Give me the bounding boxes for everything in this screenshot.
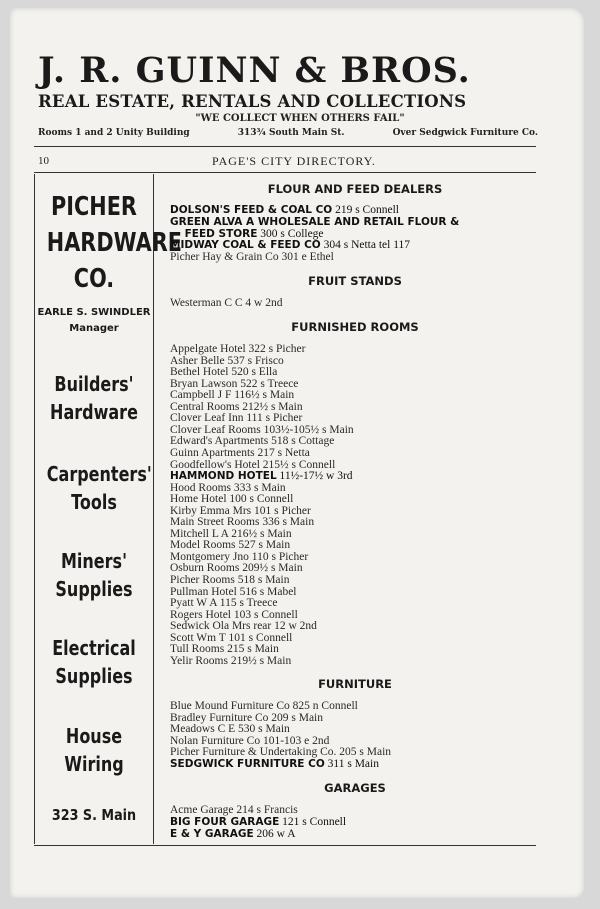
listing-detail: Picher Furniture & Undertaking Co. 205 s Main <box>170 746 392 759</box>
header-rule <box>34 172 536 173</box>
hardware-ad-sidebar <box>34 174 182 844</box>
item3-line1: Miners' <box>61 549 127 573</box>
heading-fruit-stands: FRUIT STANDS <box>308 274 402 288</box>
list-item <box>170 424 354 436</box>
listing-detail: Clover Leaf Rooms 103½-105½ s Main <box>170 423 354 436</box>
list-item <box>170 643 279 655</box>
listing-detail: Bethel Hotel 520 s Ella <box>170 366 278 379</box>
page-number: 10 <box>38 155 49 167</box>
listing-detail: Scott Wm T 101 s Connell <box>170 631 293 644</box>
heading-furniture: FURNITURE <box>318 677 392 691</box>
list-item <box>170 355 284 367</box>
list-item <box>170 239 410 251</box>
listing-detail: Picher Hay & Grain Co 301 e Ethel <box>170 251 334 264</box>
listing-name-bold: MIDWAY COAL & FEED CO <box>170 239 321 252</box>
list-item <box>170 828 296 840</box>
ad-subtitle: REAL ESTATE, RENTALS AND COLLECTIONS <box>38 92 467 111</box>
listing-detail: 121 s Connell <box>279 815 347 828</box>
list-item <box>170 435 334 447</box>
listing-detail: Kirby Emma Mrs 101 s Picher <box>170 504 311 517</box>
list-item <box>170 551 308 563</box>
listing-name-bold: SEDGWICK FURNITURE CO <box>170 758 325 770</box>
listing-detail: 304 s Netta tel 117 <box>320 239 411 252</box>
item1-line1: Builders' <box>54 372 134 396</box>
listing-detail: Blue Mound Furniture Co 825 n Connell <box>170 700 358 712</box>
manager-name: EARLE S. SWINDLER <box>37 307 151 318</box>
list-item <box>170 482 286 494</box>
listing-detail: Picher Rooms 518 s Main <box>170 574 290 586</box>
listing-detail: Guinn Apartments 217 s Netta <box>170 446 310 459</box>
item4-line1: Electrical <box>52 636 136 660</box>
listing-detail: 311 s Main <box>324 758 379 770</box>
ad-title: J. R. GUINN & BROS. <box>38 50 471 91</box>
list-item <box>170 505 311 517</box>
listing-detail: Pyatt W A 115 s Treece <box>170 597 278 610</box>
listing-detail: Bryan Lawson 522 s Treece <box>170 377 299 390</box>
item5-line2: Wiring <box>64 752 124 776</box>
list-item <box>170 366 277 378</box>
listing-name-bold: DOLSON'S FEED & COAL CO <box>170 204 333 216</box>
listing-detail: Rogers Hotel 103 s Connell <box>170 608 298 621</box>
listing-name-bold: BIG FOUR GARAGE <box>170 815 280 828</box>
manager-title: Manager <box>69 323 119 334</box>
listing-detail: Yelir Rooms 219½ s Main <box>170 654 292 667</box>
list-item <box>170 816 346 828</box>
list-item <box>170 712 323 724</box>
listing-detail: Goodfellow's Hotel 215½ s Connell <box>170 458 336 471</box>
list-item <box>170 516 314 528</box>
item3-line2: Supplies <box>55 577 133 601</box>
listing-detail: Home Hotel 100 s Connell <box>170 493 294 506</box>
company-line1: PICHER <box>51 192 137 222</box>
list-item <box>170 447 310 459</box>
heading-furnished-rooms: FURNISHED ROOMS <box>291 320 419 334</box>
listing-detail: Osburn Rooms 209½ s Main <box>170 562 303 575</box>
listing-detail: Campbell J F 116½ s Main <box>170 389 295 402</box>
list-item <box>170 620 317 632</box>
list-item <box>170 735 329 747</box>
list-item <box>170 470 353 482</box>
listing-detail: Acme Garage 214 s Francis <box>170 804 298 816</box>
item2-line2: Tools <box>71 490 117 514</box>
ad-bottom-rule <box>34 146 536 147</box>
list-item <box>170 459 335 471</box>
list-item <box>170 609 298 621</box>
running-head: PAGE'S CITY DIRECTORY. <box>212 154 376 168</box>
listing-name-bold: FEED STORE <box>170 227 258 240</box>
listing-name-bold: HAMMOND HOTEL <box>170 470 277 483</box>
listing-detail: Model Rooms 527 s Main <box>170 539 291 552</box>
listing-detail: Tull Rooms 215 s Main <box>170 643 279 656</box>
list-item <box>170 412 302 424</box>
list-item <box>170 493 293 505</box>
item5-line1: House <box>65 724 123 748</box>
ad-motto: "WE COLLECT WHEN OTHERS FAIL" <box>195 113 405 124</box>
company-line3: CO. <box>73 264 115 294</box>
heading-flour-feed: FLOUR AND FEED DEALERS <box>267 182 443 196</box>
item1-line2: Hardware <box>50 400 138 424</box>
list-item <box>170 401 303 413</box>
listing-detail: 206 w A <box>253 827 296 840</box>
list-item <box>170 204 399 216</box>
listing-detail: Clover Leaf Inn 111 s Picher <box>170 412 303 425</box>
list-item <box>170 378 298 390</box>
list-item <box>170 632 292 644</box>
listing-detail: Nolan Furniture Co 101-103 e 2nd <box>170 734 330 747</box>
listing-detail: 300 s College <box>257 227 324 240</box>
company-line2: HARDWARE <box>46 228 182 258</box>
ad-street: 313¾ South Main St. <box>237 128 345 138</box>
list-item <box>170 343 305 355</box>
listing-detail: 11½-17½ w 3rd <box>276 470 353 483</box>
list-item <box>170 597 277 609</box>
list-item <box>170 216 459 228</box>
listing-detail: Meadows C E 530 s Main <box>170 723 290 736</box>
list-item <box>170 758 379 770</box>
listing-detail: Central Rooms 212½ s Main <box>170 400 303 413</box>
list-item <box>170 228 324 240</box>
ad-over: Over Sedgwick Furniture Co. <box>392 128 538 138</box>
listing-detail: Main Street Rooms 336 s Main <box>170 516 315 529</box>
listing-detail: Sedwick Ola Mrs rear 12 w 2nd <box>170 620 317 633</box>
list-item <box>170 389 294 401</box>
item4-line2: Supplies <box>55 664 133 688</box>
listing-name-bold: E & Y GARAGE <box>170 827 254 840</box>
sidebar-address: 323 S. Main <box>51 806 137 824</box>
ad-address-line <box>38 128 538 138</box>
listing-detail: Hood Rooms 333 s Main <box>170 481 286 494</box>
listing-detail: 219 s Connell <box>332 204 399 216</box>
heading-garages: GARAGES <box>324 781 386 795</box>
bottom-rule <box>34 845 536 846</box>
list-item <box>170 746 391 758</box>
list-item <box>170 539 290 551</box>
list-item <box>170 700 358 712</box>
item2-line1: Carpenters' <box>46 462 152 486</box>
ad-rooms: Rooms 1 and 2 Unity Building <box>38 128 190 138</box>
listing-detail: Appelgate Hotel 322 s Picher <box>170 343 306 355</box>
listing-detail: Asher Belle 537 s Frisco <box>170 354 284 367</box>
list-item <box>170 586 297 598</box>
listing-detail: Mitchell L A 216½ s Main <box>170 527 292 540</box>
list-item <box>170 655 291 667</box>
listing-detail: Montgomery Jno 110 s Picher <box>170 550 309 563</box>
listing-detail: Edward's Apartments 518 s Cottage <box>170 435 335 448</box>
listing-name-bold: GREEN ALVA A WHOLESALE AND RETAIL FLOUR & <box>170 215 460 228</box>
listing-detail: Pullman Hotel 516 s Mabel <box>170 585 297 598</box>
list-item <box>170 574 289 586</box>
list-item <box>170 562 303 574</box>
list-item <box>170 723 290 735</box>
list-item <box>170 804 298 816</box>
list-item <box>170 251 334 263</box>
listing-detail: Bradley Furniture Co 209 s Main <box>170 711 323 724</box>
list-item <box>170 528 292 540</box>
list-item: Westerman C C 4 w 2nd <box>170 297 283 309</box>
